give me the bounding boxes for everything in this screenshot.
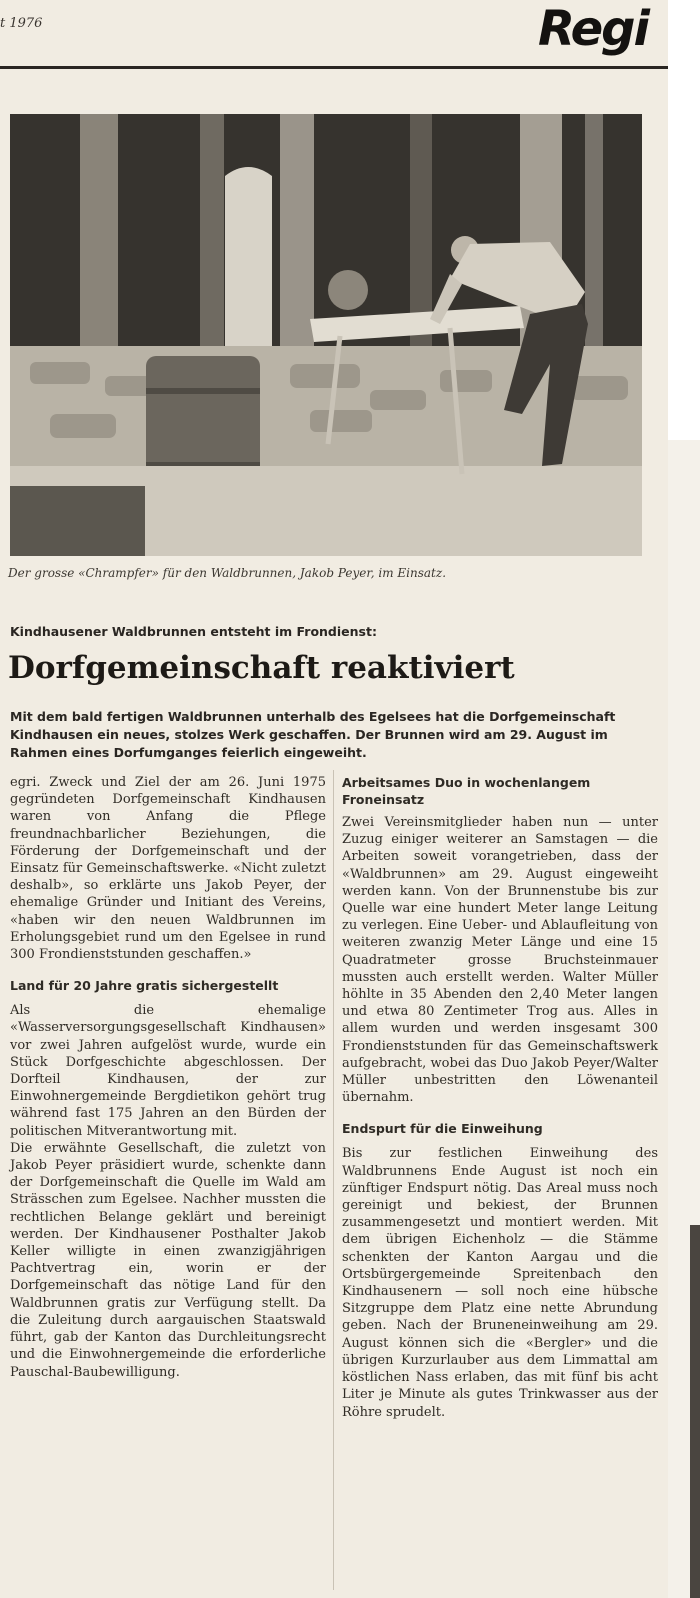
article-lead: Mit dem bald fertigen Waldbrunnen unterhalb des Egelsees hat die Dorfgemeinschaft Kindhausen ein neues, stolzes Werk geschaffen. Der Brunnen wird am 29. August im Rahmen eines Dorfumganges feierlich eingeweiht. [10,709,616,760]
photo-caption: Der grosse «Chrampfer» für den Waldbrunnen, Jakob Peyer, im Einsatz. [8,566,447,580]
subheading: Land für 20 Jahre gratis sichergestellt [10,978,279,994]
body-paragraph: Als die ehemalige «Wasserversorgungsgesellschaft Kindhausen» vor zwei Jahren aufgelöst wurde, wurde ein Stück Dorfgeschichte abgeschlossen. Der Dorfteil Kindhausen, der zur Einwohnergemeinde Bergdietikon gehört trug während fast 175 Jahren an den Bürden der politischen Mitverantwortung mit. [10,1003,326,1139]
forest-fountain-photo [10,114,642,556]
issue-date: t 1976 [0,16,43,31]
subheading: Arbeitsames Duo in wochenlangem Froneinsatz [342,775,591,807]
article-column-right [342,774,658,1421]
body-paragraph: Bis zur festlichen Einweihung des Waldbrunnens Ende August ist noch ein zünftiger Endspurt nötig. Das Areal muss noch gereinigt und bekiest, der Brunnen zusammengesetzt und montiert werden. Mit dem übrigen Eichenholz — die Stämme schenkten der Kanton Aargau und die Ortsbürgergemeinde Spreitenbach den Kindhausenern — soll noch eine hübsche Sitzgruppe dem Platz eine nette Abrundung geben. Nach der Bruneneinweihung am 29. August können sich die «Bergler» und die übrigen Kurzurlauber aus dem Limmattal am köstlichen Nass erlaben, das mit fünf bis acht Liter je Minute als gutes Trinkwasser aus der Röhre sprudelt. [342,1146,658,1420]
article-kicker: Kindhausener Waldbrunnen entsteht im Frondienst: [10,624,377,639]
scan-edge-bar [690,1225,700,1598]
body-paragraph: Die erwähnte Gesellschaft, die zuletzt von Jakob Peyer präsidiert wurde, schenkte dann der Dorfgemeinschaft die Quelle im Wald am Strässchen zum Egelsee. Nachher mussten die rechtlichen Belange geklärt und bereinigt werden. Der Kindhausener Posthalter Jakob Keller willigte in einen zwanzigjährigen Pachtvertrag ein, worin er der Dorfgemeinschaft das nötige Land für den Waldbrunnen gratis zur Verfügung stellt. Da die Zuleitung durch aargauischen Staatswald führt, gab der Kanton das Durchleitungsrecht und die Einwohnergemeinde die erforderliche Pauschal-Baubewilligung. [10,1140,326,1380]
subheading: Endspurt für die Einweihung [342,1121,543,1137]
header-rule [0,66,668,69]
body-paragraph: egri. Zweck und Ziel der am 26. Juni 1975 gegründeten Dorfgemeinschaft Kindhausen waren von Anfang die Pflege freundnachbarlicher Beziehungen, die Förderung der Dorfgemeinschaft und der Einsatz für Gemeinschaftswerke. «Nicht zuletzt deshalb», so erklärte uns Jakob Peyer, der ehemalige Gründer und Initiant des Vereins, «haben wir den neuen Waldbrunnen im Erholungsgebiet rund um den Egelsee in rund 300 Frondienststunden geschaffen.» [10,775,326,963]
body-paragraph: Zwei Vereinsmitglieder haben nun — unter Zuzug einiger weiterer an Samstagen — die Arbeiten soweit vorangetrieben, dass der «Waldbrunnen» am 29. August eingeweiht werden kann. Von der Brunnenstube bis zur Quelle war eine hundert Meter lange Leitung zu verlegen. Eine Ueber- und Ablaufleitung von weiteren zwanzig Meter Länge und eine 15 Quadratmeter grosse Bruchsteinmauer mussten auch erstellt werden. Walter Müller höhlte in 35 Abenden den 2,40 Meter langen und etwa 80 Zentimeter Trog aus. Alles in allem wurden und werden insgesamt 300 Frondienststunden für das Gemeinschaftswerk aufgebracht, wobei das Duo Jakob Peyer/Walter Müller unbestritten den Löwenanteil übernahm. [342,815,658,1106]
section-title: Regi [538,1,648,57]
article-photo [10,114,642,556]
article-headline: Dorfgemeinschaft reaktiviert [8,650,515,686]
article-column-left [10,774,326,1381]
column-divider [333,770,334,1590]
